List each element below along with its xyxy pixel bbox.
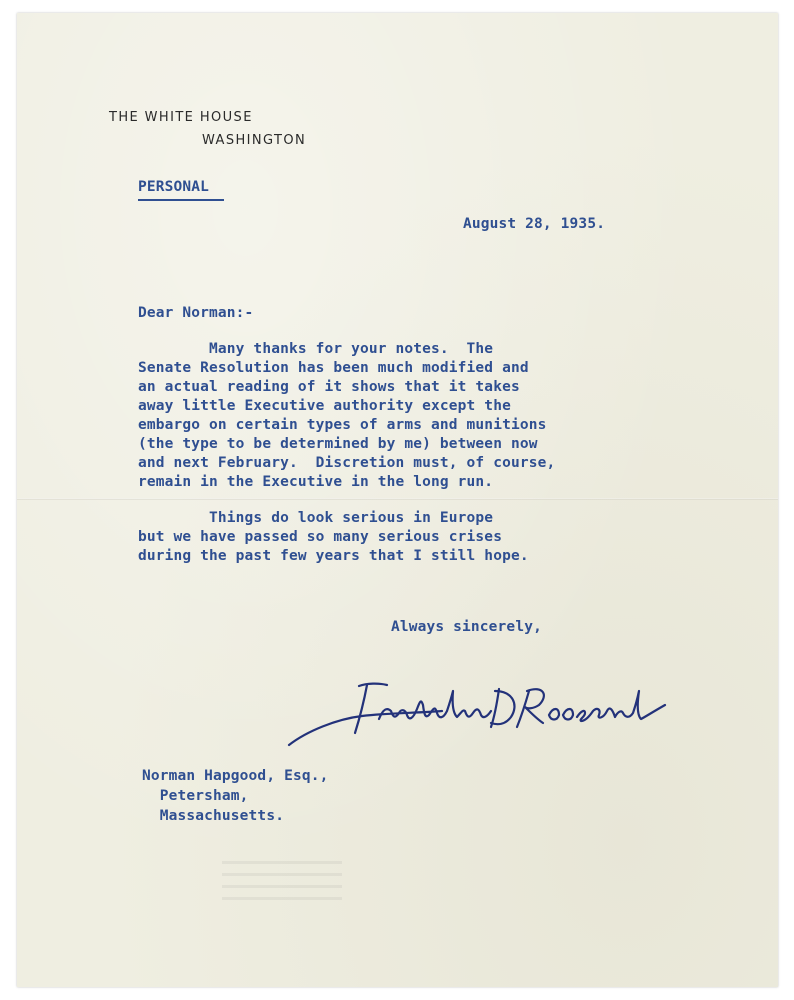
paragraph-line: embargo on certain types of arms and munitions	[138, 417, 547, 433]
letterhead-title: THE WHITE HOUSE	[109, 110, 253, 125]
paragraph-line: away little Executive authority except the	[138, 398, 511, 414]
address-line: Petersham,	[142, 788, 249, 804]
paragraph-line: (the type to be determined by me) between now	[138, 436, 538, 452]
paragraph-line: and next February. Discretion must, of course,	[138, 455, 556, 471]
signature-stroke	[549, 709, 559, 720]
personal-marking: PERSONAL	[138, 179, 210, 195]
paragraph-line: Things do look serious in Europe	[138, 510, 494, 526]
letter-sheet	[17, 13, 778, 987]
faint-show-through	[222, 861, 342, 901]
signature-stroke	[355, 685, 367, 733]
signature-stroke	[563, 709, 573, 720]
letterhead-location: WASHINGTON	[202, 133, 307, 148]
body-paragraph-1	[138, 340, 555, 492]
salutation: Dear Norman:-	[138, 305, 254, 321]
paragraph-line: remain in the Executive in the long run.	[138, 474, 494, 490]
handwritten-signature	[267, 661, 667, 761]
signature-stroke	[289, 711, 442, 745]
paragraph-line: but we have passed so many serious crises	[138, 529, 503, 545]
signature-stroke	[491, 691, 514, 724]
personal-underline	[138, 199, 224, 201]
paragraph-line: an actual reading of it shows that it takes	[138, 379, 520, 395]
letter-date: August 28, 1935.	[463, 216, 606, 232]
paper-fold-crease	[17, 498, 778, 500]
signature-stroke	[491, 689, 499, 727]
recipient-address	[142, 766, 328, 826]
signature-stroke	[359, 684, 387, 686]
address-line: Norman Hapgood, Esq.,	[142, 768, 329, 784]
complimentary-closing: Always sincerely,	[391, 619, 542, 635]
paragraph-line: during the past few years that I still hope.	[138, 548, 529, 564]
paragraph-line: Senate Resolution has been much modified and	[138, 360, 529, 376]
signature-stroke	[379, 691, 491, 719]
body-paragraph-2	[138, 509, 529, 566]
signature-stroke	[577, 691, 665, 721]
paragraph-line: Many thanks for your notes. The	[138, 341, 494, 357]
address-line: Massachusetts.	[142, 808, 285, 824]
